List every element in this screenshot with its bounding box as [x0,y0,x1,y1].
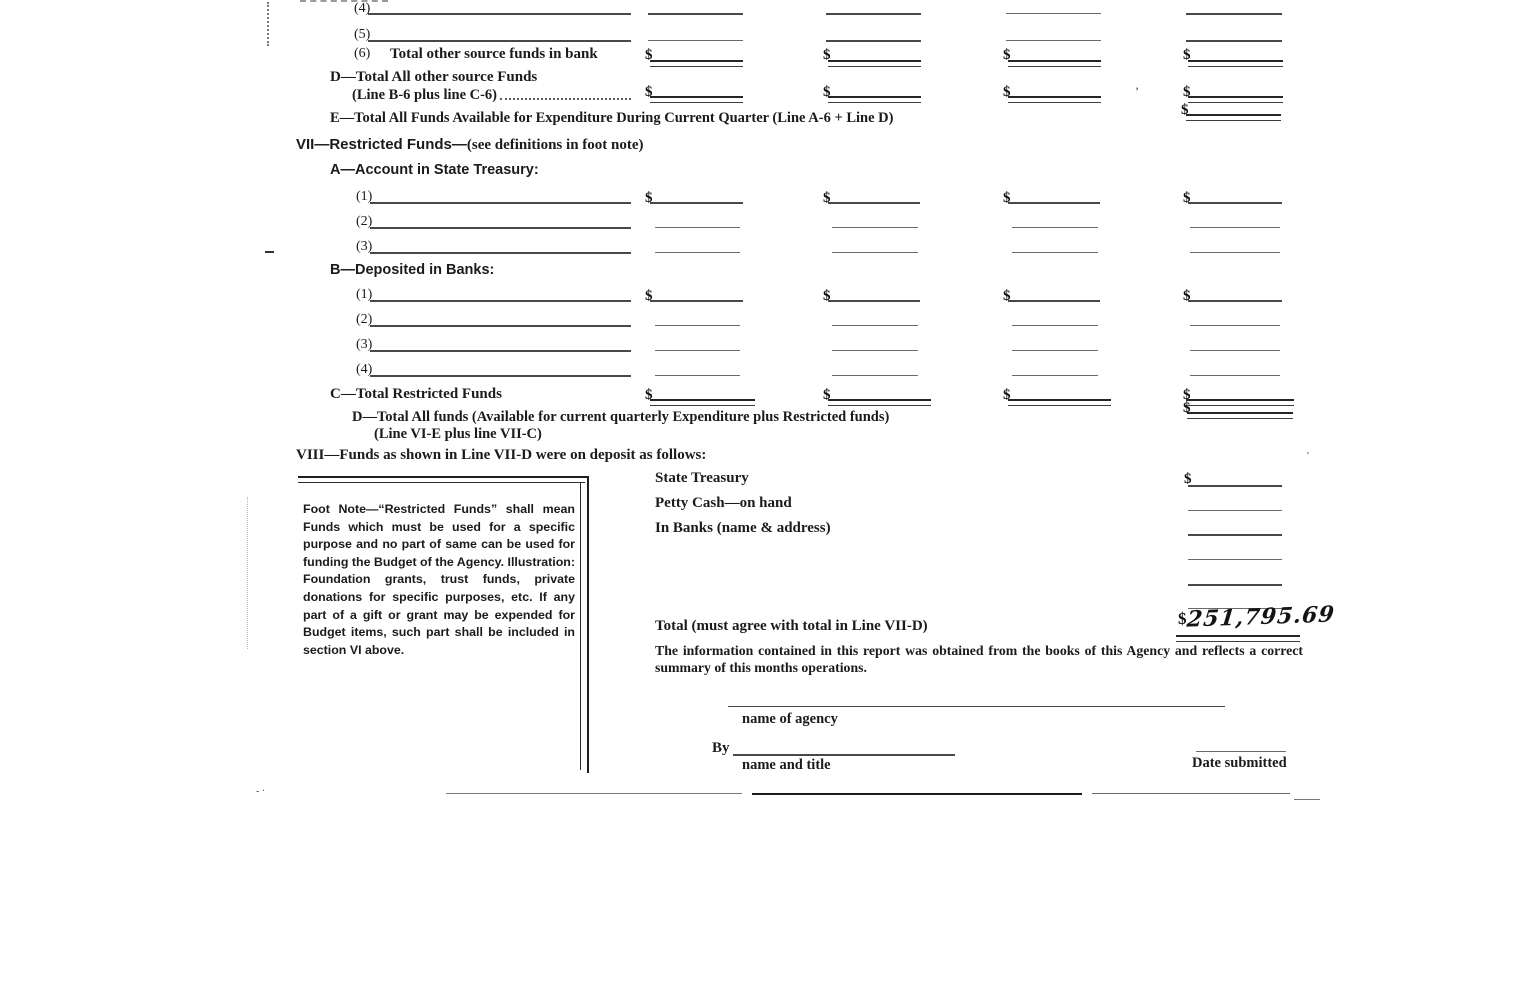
dollar-sign: $ [1003,387,1011,403]
name-title-caption: name and title [742,757,831,773]
dollar-sign: $ [823,47,831,63]
vi-row6-col3-total-field[interactable] [1008,60,1101,67]
vii-b3-col3-field[interactable] [1012,350,1098,351]
certification-text: The information contained in this report was obtained from the books of this Agency and reflects a correct summary of this months operations. [655,643,1303,675]
vii-rowC-text: C—Total Restricted Funds [330,386,502,402]
scan-artifact-speck-1: ’ [1135,84,1139,98]
vi-row4-col2-field[interactable] [826,13,921,15]
scan-artifact-left-dots-top [267,2,269,46]
bottom-rule-segment-3 [1092,793,1290,794]
date-submitted-field[interactable] [1196,751,1286,752]
viii-in-banks-field-1[interactable] [1188,534,1282,536]
vii-a1-col3-field[interactable] [1008,202,1100,204]
footnote-box-border-top-outer [298,476,589,478]
vii-rowC-col2-total-field[interactable] [828,399,931,406]
viii-total-handwritten [1178,601,1336,633]
vii-subB-title: B—Deposited in Banks: [330,262,495,278]
dollar-sign: $ [823,84,831,100]
vii-b4-label: (4) [356,362,373,377]
dollar-sign: $ [1184,471,1192,487]
vii-b1-col2-field[interactable] [828,300,920,302]
vii-a3-col3-field[interactable] [1012,252,1098,253]
vii-subA-title: A—Account in State Treasury: [330,162,539,178]
vii-b1-col4-field[interactable] [1188,300,1282,302]
vii-a2-col3-field[interactable] [1012,227,1098,228]
vii-b1-col1-field[interactable] [650,300,743,302]
scan-artifact-speck-2: ’ [1306,450,1310,462]
vii-b1-desc-field[interactable] [370,300,631,302]
viii-item-petty-cash: Petty Cash—on hand [655,495,792,511]
scan-artifact-left-dots-bottom [247,497,248,649]
vii-b4-col3-field[interactable] [1012,375,1098,376]
dollar-sign: $ [823,288,831,304]
vii-a3-col2-field[interactable] [832,252,918,253]
vii-a2-col4-field[interactable] [1190,227,1280,228]
dollar-sign: $ [823,190,831,206]
vii-a2-label: (2) [356,214,373,229]
vii-b4-col4-field[interactable] [1190,375,1280,376]
footnote-box-border-top-inner [298,482,585,483]
dollar-sign: $ [1183,47,1191,63]
vii-b2-col4-field[interactable] [1190,325,1280,326]
viii-total-label: Total (must agree with total in Line VII-D) [655,618,928,634]
vii-a2-desc-field[interactable] [370,227,631,229]
vi-row4-col1-field[interactable] [648,13,743,15]
dollar-sign: $ [1003,84,1011,100]
scan-artifact-left-dash [265,251,274,253]
vii-rowC-col3-total-field[interactable] [1008,399,1111,406]
vii-b3-col1-field[interactable] [655,350,740,351]
vi-rowD-leader-dots [500,98,631,100]
vii-b2-col1-field[interactable] [655,325,740,326]
vii-rowC-col4-total-field[interactable] [1186,399,1294,406]
vii-a3-col1-field[interactable] [655,252,740,253]
vii-a1-col2-field[interactable] [828,202,920,204]
vii-b1-col3-field[interactable] [1008,300,1100,302]
vi-row4-col4-field[interactable] [1186,13,1282,15]
vi-row4-desc-field[interactable] [368,13,631,15]
dollar-sign: $ [1183,190,1191,206]
vi-rowE-total-field[interactable] [1186,114,1281,121]
vii-b3-col2-field[interactable] [832,350,918,351]
vii-b3-col4-field[interactable] [1190,350,1280,351]
vi-rowD-col4-total-field[interactable] [1188,96,1283,103]
vi-rowD-col1-total-field[interactable] [650,96,743,103]
bottom-rule-left-mark: - · [256,786,266,797]
vii-b2-col2-field[interactable] [832,325,918,326]
dollar-sign: $ [1178,609,1187,628]
vii-heading [296,136,644,154]
vi-row5-col2-field[interactable] [826,40,921,42]
vi-row5-label: (5) [354,27,371,42]
vi-row5-col4-field[interactable] [1186,40,1282,42]
vii-a1-col1-field[interactable] [650,202,743,204]
handwritten-total-value: 251,795.69 [1185,601,1336,633]
vi-row4-label: (4) [354,1,371,16]
vi-rowD-title: D—Total All other source Funds [330,69,538,85]
viii-heading: VIII—Funds as shown in Line VII-D were on deposit as follows: [296,447,707,463]
vii-b4-desc-field[interactable] [370,375,631,377]
dollar-sign: $ [1003,190,1011,206]
date-submitted-caption: Date submitted [1192,755,1287,771]
vi-rowD-sub: (Line B-6 plus line C-6) [352,87,498,103]
vi-row5-col3-field[interactable] [1006,40,1101,41]
viii-in-banks-field-3[interactable] [1188,584,1282,586]
vi-rowD-col3-total-field[interactable] [1008,96,1101,103]
viii-item-in-banks: In Banks (name & address) [655,520,831,536]
vi-row6-col4-total-field[interactable] [1188,60,1283,67]
vii-rowD-sub: (Line VI-E plus line VII-C) [374,426,542,442]
vii-a3-label: (3) [356,239,373,254]
vi-row5-col1-field[interactable] [648,40,743,41]
bottom-rule-right-mark [1294,799,1320,800]
vii-a2-col2-field[interactable] [832,227,918,228]
viii-in-banks-field-2[interactable] [1188,559,1282,560]
vi-rowE-text: E—Total All Funds Available for Expenditure During Current Quarter (Line A-6 + Line D) [330,110,894,126]
vii-a1-label: (1) [356,189,373,204]
viii-petty-cash-field[interactable] [1188,510,1282,511]
bottom-rule-segment-1 [446,793,742,794]
vii-rowD-title: D—Total All funds (Available for current quarterly Expenditure plus Restricted funds) [352,409,890,425]
vii-b4-col2-field[interactable] [832,375,918,376]
agency-name-caption: name of agency [742,711,838,727]
vii-b2-desc-field[interactable] [370,325,631,327]
vi-row6-col2-total-field[interactable] [828,60,921,67]
vi-row6-label: (6) [354,46,371,61]
dollar-sign: $ [1183,400,1191,416]
vi-row5-desc-field[interactable] [368,40,631,42]
vii-b3-label: (3) [356,337,373,352]
vi-row6-col1-total-field[interactable] [650,60,743,67]
vii-a3-desc-field[interactable] [370,252,631,254]
viii-item-state-treasury: State Treasury [655,470,749,486]
footnote-text: Foot Note—“Restricted Funds” shall mean Funds which must be used for a specific purpose and no part of same can be used for funding the Budget of the Agency. Illustration: Foundation grants, trust funds, private donations for specific purposes, etc. If any part of a gift or grant may be expended for Budget items, such part shall be included in section VI above. [303,502,575,657]
vii-b3-desc-field[interactable] [370,350,631,352]
vi-rowD-col2-total-field[interactable] [828,96,921,103]
vii-a1-desc-field[interactable] [370,202,631,204]
dollar-sign: $ [645,47,653,63]
vii-heading-bold: VII—Restricted Funds— [296,136,467,153]
vii-rowC-col1-total-field[interactable] [650,399,755,406]
agency-name-field[interactable] [728,706,1225,707]
vi-row6-text: Total other source funds in bank [390,46,598,62]
dollar-sign: $ [645,84,653,100]
vii-b1-label: (1) [356,287,373,302]
dollar-sign: $ [1183,288,1191,304]
bottom-rule-segment-2 [752,793,1082,795]
vii-rowD-total-field[interactable] [1187,412,1293,419]
vii-heading-note: (see definitions in foot note) [466,137,644,153]
dollar-sign: $ [645,190,653,206]
dollar-sign: $ [645,387,653,403]
dollar-sign: $ [1003,288,1011,304]
scan-artifact-top-remnant [300,0,388,2]
dollar-sign: $ [1183,84,1191,100]
footnote-box-border-right-inner [580,482,581,770]
by-label: By [712,740,730,756]
dollar-sign: $ [1003,47,1011,63]
dollar-sign: $ [1181,102,1189,118]
viii-state-treasury-field[interactable] [1188,485,1282,487]
vii-a2-col1-field[interactable] [655,227,740,228]
vii-a3-col4-field[interactable] [1190,252,1280,253]
dollar-sign: $ [1183,387,1191,403]
vii-a1-col4-field[interactable] [1188,202,1282,204]
viii-total-field[interactable] [1176,635,1300,642]
dollar-sign: $ [823,387,831,403]
name-title-field[interactable] [733,754,955,756]
vii-b4-col1-field[interactable] [655,375,740,376]
vi-row4-col3-field[interactable] [1006,13,1101,14]
vii-b2-col3-field[interactable] [1012,325,1098,326]
vii-b2-label: (2) [356,312,373,327]
dollar-sign: $ [645,288,653,304]
footnote-box-border-right-outer [587,476,589,773]
